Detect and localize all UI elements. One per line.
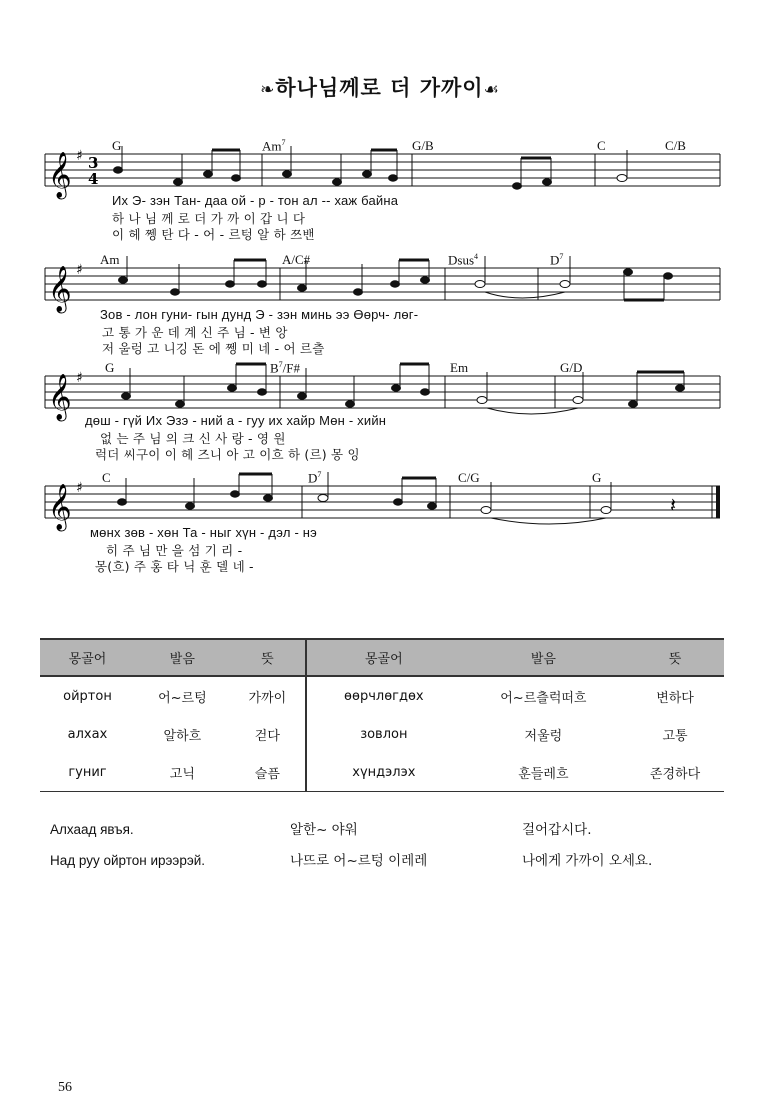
time-sig-top: 3 bbox=[88, 154, 99, 172]
chord-symbol: Dsus$^4$ bbox=[448, 252, 479, 268]
quarter-rest-icon: 𝄽 bbox=[670, 493, 677, 517]
song-title-text: 하나님께로 더 가까이 bbox=[275, 76, 484, 100]
vocab-cell: 고통 bbox=[662, 728, 688, 744]
lyrics-korean-2: 몽(흐) 주 홍 타 닉 훈 델 네 - bbox=[95, 559, 254, 574]
lyrics-korean-2: 럭더 씨구이 이 헤 즈니 아 고 이흐 하 (르) 몽 잉 bbox=[95, 447, 360, 462]
chord-symbol: G bbox=[105, 360, 115, 375]
chord-symbol: A/C# bbox=[282, 252, 311, 267]
vocab-cell: 고닉 bbox=[135, 753, 230, 792]
chord-symbol: C bbox=[597, 138, 606, 153]
sharp-icon: ♯ bbox=[76, 262, 83, 278]
vocab-cell: 알하흐 bbox=[163, 728, 202, 744]
vocab-cell: хүндэлэх bbox=[306, 753, 461, 792]
phrase-pronunciation: 나뜨로 어~르텅 이레레 bbox=[290, 853, 428, 869]
vocab-cell: 존경하다 bbox=[626, 753, 724, 792]
vocab-cell: ойртон bbox=[63, 688, 112, 704]
chord-symbol: Em bbox=[450, 360, 469, 375]
vocab-header: 뜻 bbox=[626, 639, 724, 676]
page-number: 56 bbox=[58, 1080, 72, 1095]
vocab-cell: 어~르츨럭떠흐 bbox=[500, 690, 587, 706]
table-row bbox=[40, 753, 724, 792]
table-row bbox=[40, 715, 724, 753]
chord-symbol: C/G bbox=[458, 470, 480, 485]
lyrics-korean-1: 하 나 님 께 로 더 가 까 이 갑 니 다 bbox=[112, 211, 306, 226]
lyrics-korean-2: 이 헤 쩽 탄 다 - 어 - 르텅 알 하 쯔밴 bbox=[112, 227, 315, 242]
chord-symbol: G/D bbox=[560, 360, 583, 375]
vocab-cell: зовлон bbox=[306, 715, 461, 753]
lyrics-mongolian: Их Э- зэн Тан- даа ой - р - тон ал -- хаж байна bbox=[112, 193, 399, 208]
treble-clef-icon: 𝄞 bbox=[48, 152, 72, 198]
vocab-cell: 걷다 bbox=[254, 728, 280, 744]
table-row bbox=[40, 676, 724, 715]
sharp-icon: ♯ bbox=[76, 148, 83, 164]
phrase-korean: 나에게 가까이 오세요. bbox=[522, 853, 653, 869]
lyrics-korean-2: 저 울렁 고 니깅 돈 에 쩽 미 네 - 어 르츨 bbox=[102, 341, 325, 356]
vocab-cell: өөрчлөгдөх bbox=[306, 676, 461, 715]
treble-clef-icon: 𝄞 bbox=[48, 484, 72, 530]
sharp-icon: ♯ bbox=[76, 370, 83, 386]
vocab-header: 발음 bbox=[461, 639, 626, 676]
music-system-4 bbox=[40, 470, 725, 605]
vocab-header: 몽골어 bbox=[40, 639, 135, 676]
chord-symbol: G bbox=[112, 138, 122, 153]
chord-symbol: C bbox=[102, 470, 111, 485]
lyrics-mongolian: дөш - гүй Их Эзэ - ний а - гуу их хайр Мөн - хийн bbox=[85, 413, 387, 428]
phrase-korean: 걸어갑시다. bbox=[522, 822, 592, 838]
lyrics-mongolian: мөнх зөв - хөн Та - ныг хүн - дэл - нэ bbox=[90, 525, 318, 540]
chord-symbol: Am$^7$ bbox=[262, 138, 286, 154]
treble-clef-icon: 𝄞 bbox=[48, 374, 72, 420]
time-sig-bottom: 4 bbox=[88, 170, 99, 188]
phrase-pronunciation: 알한~ 야워 bbox=[290, 822, 358, 838]
lyrics-korean-1: 히 주 님 만 을 섬 기 리 - bbox=[106, 543, 243, 558]
lyrics-korean-1: 없 는 주 님 의 크 신 사 랑 - 영 원 bbox=[100, 431, 286, 446]
vocab-cell: 훈들레흐 bbox=[461, 753, 626, 792]
vocab-header: 발음 bbox=[135, 639, 230, 676]
vocab-cell: алхах bbox=[67, 726, 108, 742]
lyrics-mongolian: Зов - лон гуни- гын дунд Э - зэн минь ээ Өөрч- лөг- bbox=[100, 307, 419, 322]
vocab-cell: гуниг bbox=[40, 753, 135, 792]
sharp-icon: ♯ bbox=[76, 480, 83, 496]
chord-symbol: $D^7$ bbox=[308, 470, 322, 486]
chord-symbol: Am bbox=[100, 252, 120, 267]
ornament-left-icon: ❧ bbox=[260, 80, 276, 100]
chord-symbol: $B^7/F\#$ bbox=[270, 360, 301, 376]
phrase-mongolian: Алхаад явъя. bbox=[50, 822, 134, 837]
song-title bbox=[0, 72, 760, 102]
treble-clef-icon: 𝄞 bbox=[48, 266, 72, 312]
vocab-header: 뜻 bbox=[230, 639, 306, 676]
chord-symbol: G/B bbox=[412, 138, 434, 153]
vocab-cell: 어~르텅 bbox=[158, 690, 207, 706]
ornament-right-icon: ☙ bbox=[483, 80, 500, 100]
phrase-mongolian: Над руу ойртон ирээрэй. bbox=[50, 853, 206, 868]
chord-symbol: C/B bbox=[665, 138, 686, 153]
vocab-cell: 저울렁 bbox=[524, 728, 563, 744]
chord-symbol: $D^7$ bbox=[550, 252, 564, 268]
vocab-cell: 가까이 bbox=[248, 690, 287, 706]
lyrics-korean-1: 고 통 가 운 데 계 신 주 님 - 변 앙 bbox=[102, 325, 288, 340]
vocab-cell: 슬픔 bbox=[230, 753, 306, 792]
vocab-cell: 변하다 bbox=[656, 690, 694, 706]
vocab-header: 몽골어 bbox=[306, 639, 461, 676]
vocab-header-row bbox=[40, 639, 724, 676]
vocab-table bbox=[40, 638, 724, 792]
chord-symbol: G bbox=[592, 470, 602, 485]
